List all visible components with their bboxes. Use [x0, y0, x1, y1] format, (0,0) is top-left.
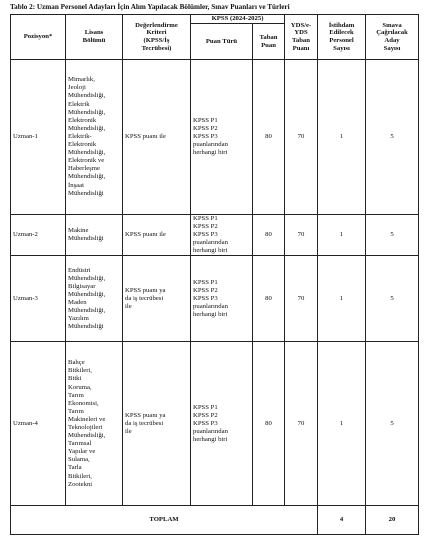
yds-cell: 70: [285, 60, 318, 215]
puan-turu-cell: KPSS P1 KPSS P2 KPSS P3 puanlarından herhangi biri: [191, 215, 253, 256]
puan-turu-cell: KPSS P1 KPSS P2 KPSS P3 puanlarından herhangi biri: [191, 342, 253, 506]
table-row: [11, 215, 419, 256]
sinav-cell: 5: [366, 256, 419, 342]
kriter-cell: KPSS puanı ile: [123, 60, 191, 215]
taban-puan-cell: 80: [253, 256, 285, 342]
table-row: [11, 60, 419, 215]
puan-turu-cell: KPSS P1 KPSS P2 KPSS P3 puanlarından herhangi biri: [191, 60, 253, 215]
table-row: [11, 342, 419, 506]
header-puan-turu: Puan Türü: [191, 24, 253, 60]
taban-puan-cell: 80: [253, 215, 285, 256]
total-row: [11, 506, 419, 535]
istihdam-cell: 1: [318, 342, 366, 506]
header-pozisyon: Pozisyon*: [11, 15, 66, 60]
pozisyon-cell: Uzman-2: [11, 215, 66, 256]
lisans-cell: Bahçe Bitkileri, Bitki Koruma, Tarım Ekonomisi, Tarım Makineleri ve Teknolojileri Mühendisliği, Tarımsal Yapılar ve Sulama, Tarla Bitkileri, Zootekni: [66, 342, 123, 506]
pozisyon-cell: Uzman-1: [11, 60, 66, 215]
pozisyon-cell: Uzman-3: [11, 256, 66, 342]
lisans-cell: Mimarlık, Jeoloji Mühendisliği, Elektrik Mühendisliği, Elektronik Mühendisliği, Elektrik- Elektronik Mühendisliği, Elektronik ve Haberleşme Mühendisliği, İnşaat Mühendisliği: [66, 60, 123, 215]
header-sinav: Sınava Çağrılacak Aday Sayısı: [366, 15, 419, 60]
kriter-cell: KPSS puanı ile: [123, 215, 191, 256]
table-row: [11, 256, 419, 342]
total-istihdam: 4: [318, 506, 366, 535]
lisans-cell: Endüstri Mühendisliği, Bilgisayar Mühendisliği, Maden Mühendisliği, Yazılım Mühendisliği: [66, 256, 123, 342]
kriter-cell: KPSS puanı ya da iş tecrübesi ile: [123, 342, 191, 506]
yds-cell: 70: [285, 256, 318, 342]
sinav-cell: 5: [366, 342, 419, 506]
table-body: [11, 60, 419, 506]
istihdam-cell: 1: [318, 256, 366, 342]
header-kpss-group: KPSS (2024-2025): [191, 15, 285, 24]
sinav-cell: 5: [366, 215, 419, 256]
istihdam-cell: 1: [318, 60, 366, 215]
total-label: TOPLAM: [11, 506, 318, 535]
total-sinav: 20: [366, 506, 419, 535]
taban-puan-cell: 80: [253, 60, 285, 215]
puan-turu-cell: KPSS P1 KPSS P2 KPSS P3 puanlarından herhangi biri: [191, 256, 253, 342]
yds-cell: 70: [285, 342, 318, 506]
sinav-cell: 5: [366, 60, 419, 215]
header-degerlendirme: Değerlendirme Kriteri (KPSS/İş Tecrübesi): [123, 15, 191, 60]
pozisyon-cell: Uzman-4: [11, 342, 66, 506]
yds-cell: 70: [285, 215, 318, 256]
taban-puan-cell: 80: [253, 342, 285, 506]
positions-table: [10, 14, 419, 535]
header-istihdam: İstihdam Edilecek Personel Sayısı: [318, 15, 366, 60]
table-title: Tablo 2: Uzman Personel Adayları İçin Alım Yapılacak Bölümler, Sınav Puanları ve Türleri: [10, 3, 290, 11]
header-yds: YDS/e- YDS Taban Puanı: [285, 15, 318, 60]
kriter-cell: KPSS puanı ya da iş tecrübesi ile: [123, 256, 191, 342]
istihdam-cell: 1: [318, 215, 366, 256]
header-lisans: Lisans Bölümü: [66, 15, 123, 60]
lisans-cell: Makine Mühendisliği: [66, 215, 123, 256]
header-taban-puan: Taban Puan: [253, 24, 285, 60]
